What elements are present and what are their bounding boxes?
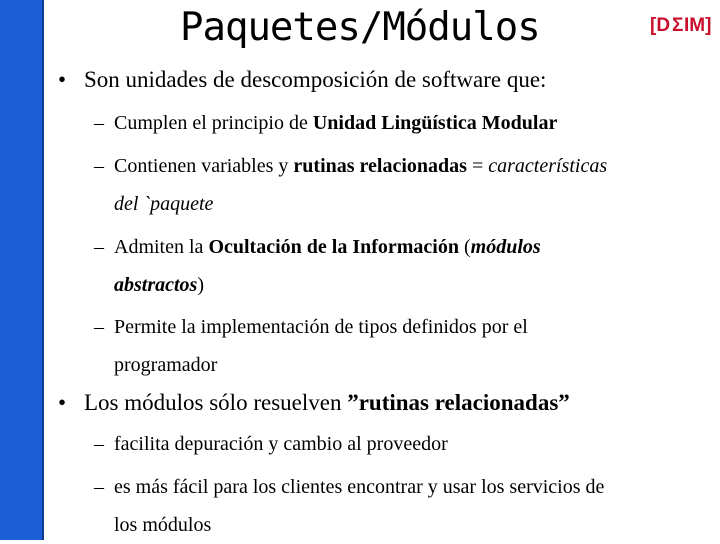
sub-1-2-line2: del `paquete <box>114 193 214 215</box>
bullet-1-marker: • <box>58 67 67 92</box>
sub-1-4-line2: programador <box>114 354 218 376</box>
slide-title: Paquetes/Módulos <box>180 5 540 50</box>
sub-1-3-marker: – <box>94 236 104 258</box>
sub-2-1-marker: – <box>94 433 104 455</box>
bullet-2-text: Los módulos sólo resuelven <box>84 390 348 415</box>
sub-2-2-line2: los módulos <box>114 514 212 536</box>
bullet-1-sub-4 <box>94 308 706 384</box>
bullet-2-sub-1 <box>94 425 706 463</box>
sub-1-2-marker: – <box>94 155 104 177</box>
bullet-2-sub-2 <box>94 468 706 544</box>
sub-1-2-bold: rutinas relacionadas <box>293 155 467 177</box>
bullet-1-sub-2 <box>94 147 706 223</box>
svg-text:Σ: Σ <box>672 15 684 36</box>
svg-text:IM]: IM] <box>684 15 712 36</box>
sub-2-1-text: facilita depuración y cambio al proveedor <box>114 433 448 455</box>
sub-1-3-bold-italic: módulos <box>470 236 541 258</box>
sub-1-2-italic: características <box>488 155 608 177</box>
sub-2-2-marker: – <box>94 476 104 498</box>
dsim-logo <box>650 13 712 36</box>
sub-1-3-paren-open: ( <box>458 236 471 258</box>
sub-1-1-text: Cumplen el principio de <box>114 112 313 134</box>
sub-1-3-text: Admiten la <box>114 236 209 258</box>
sub-1-4-marker: – <box>94 316 104 338</box>
sub-1-2-text: Contienen variables y <box>114 155 294 177</box>
bullet-1-sub-1 <box>94 104 706 142</box>
sub-1-2-eq: = <box>466 155 489 177</box>
sub-1-3-paren-close: ) <box>197 274 205 296</box>
sub-1-1-marker: – <box>94 112 104 134</box>
sub-1-4-text: Permite la implementación de tipos definidos por el <box>114 316 528 338</box>
sub-1-1-bold: Unidad Lingüística Modular <box>312 112 558 134</box>
sub-1-3-bold: Ocultación de la Información <box>208 236 459 258</box>
bullet-1-sub-3 <box>94 228 706 304</box>
bullet-2-bold: ”rutinas relacionadas” <box>347 390 570 415</box>
left-accent-bar <box>0 0 44 540</box>
sub-2-2-text: es más fácil para los clientes encontrar y usar los servicios de <box>114 476 605 498</box>
bullet-1-text: Son unidades de descomposición de software que: <box>84 67 547 92</box>
svg-text:[D: [D <box>650 15 671 36</box>
bullet-2-marker: • <box>58 390 67 415</box>
sub-1-3-line2: abstractos <box>114 274 198 296</box>
